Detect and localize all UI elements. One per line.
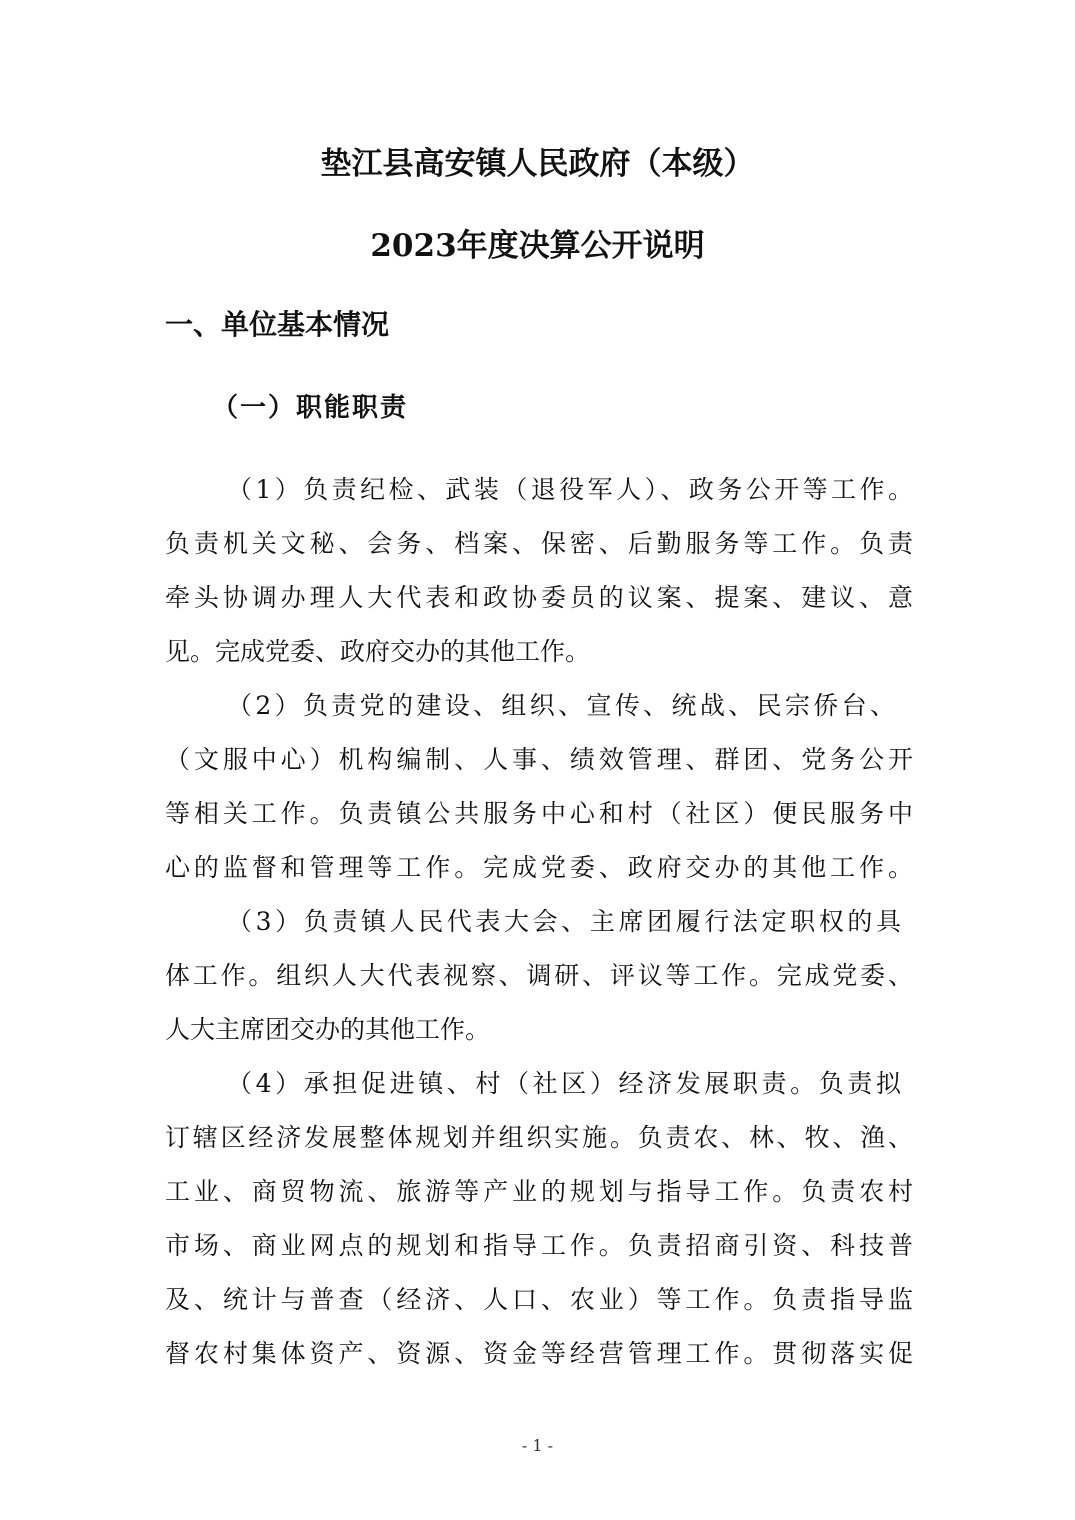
paragraph-3 [165, 902, 913, 1064]
text-line: 负责机关文秘、会务、档案、保密、后勤服务等工作。负责 [165, 529, 913, 558]
document-body [165, 470, 913, 1388]
text-line: 订辖区经济发展整体规划并组织实施。负责农、林、牧、渔、 [165, 1123, 913, 1152]
text-line: （2）负责党的建设、组织、宣传、统战、民宗侨台、 [227, 691, 895, 720]
text-line: （1）负责纪检、武装（退役军人）、政务公开等工作。 [227, 475, 913, 504]
text-line: 人大主席团交办的其他工作。 [165, 1015, 491, 1044]
text-line: 体工作。组织人大代表视察、调研、评议等工作。完成党委、 [165, 961, 913, 990]
text-line: 牵头协调办理人大代表和政协委员的议案、提案、建议、意 [165, 583, 913, 612]
text-line: （3）负责镇人民代表大会、主席团履行法定职权的具 [227, 907, 901, 936]
section-heading: 一、单位基本情况 [165, 308, 390, 341]
text-line: 见。完成党委、政府交办的其他工作。 [165, 637, 591, 666]
document-subtitle: 2023年度决算公开说明 [370, 228, 705, 264]
page-number: - 1 - [521, 1436, 554, 1455]
text-line: （文服中心）机构编制、人事、绩效管理、群团、党务公开 [165, 745, 913, 774]
text-line: 等相关工作。负责镇公共服务中心和村（社区）便民服务中 [165, 799, 913, 828]
text-line: 工业、商贸物流、旅游等产业的规划与指导工作。负责农村 [165, 1177, 913, 1206]
text-line: （4）承担促进镇、村（社区）经济发展职责。负责拟 [227, 1069, 901, 1098]
paragraph-1 [165, 470, 913, 686]
text-line: 心的监督和管理等工作。完成党委、政府交办的其他工作。 [165, 853, 913, 882]
text-line: 市场、商业网点的规划和指导工作。负责招商引资、科技普 [165, 1231, 913, 1260]
subsection-heading: （一）职能职责 [212, 393, 409, 423]
paragraph-2 [165, 686, 913, 902]
paragraph-4 [165, 1064, 913, 1388]
text-line: 及、统计与普查（经济、人口、农业）等工作。负责指导监 [165, 1285, 913, 1314]
text-line: 督农村集体资产、资源、资金等经营管理工作。贯彻落实促 [165, 1339, 913, 1368]
document-title: 垫江县高安镇人民政府（本级） [320, 146, 755, 182]
